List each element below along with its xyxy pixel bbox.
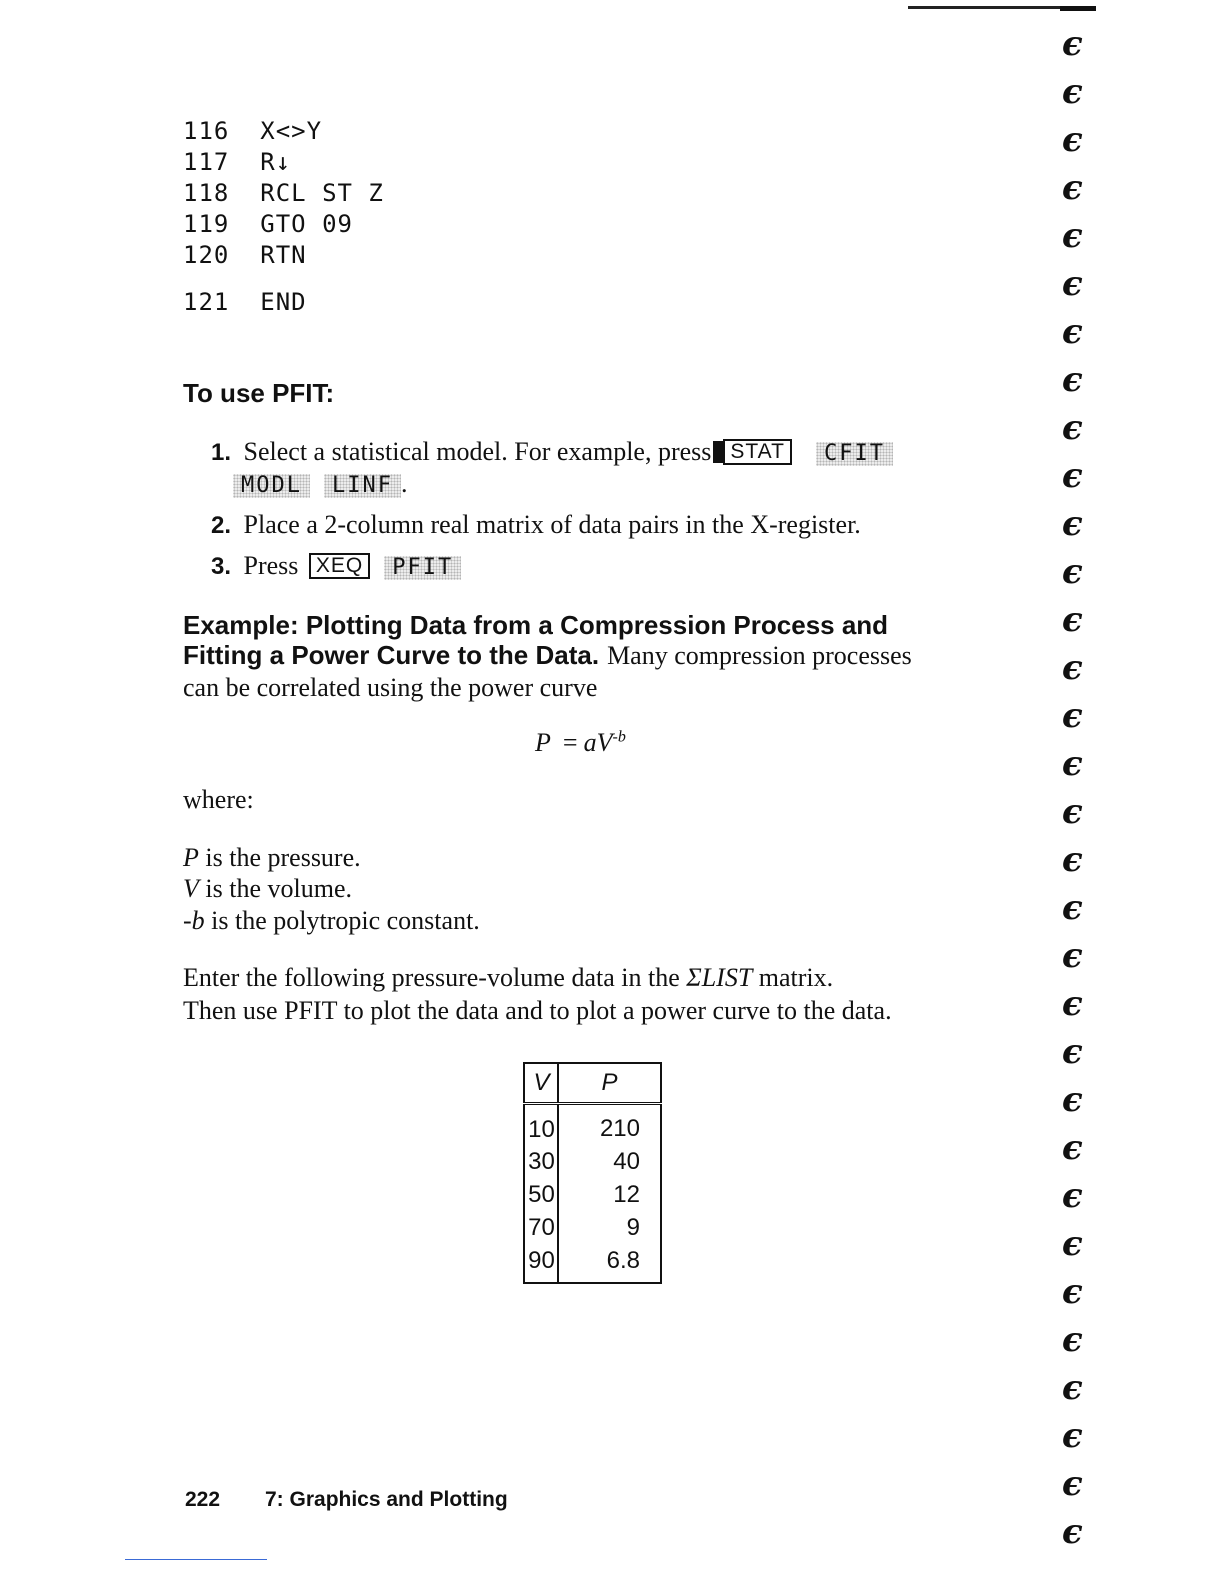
shift-key-icon [713, 441, 723, 463]
definition-text: is the pressure. [205, 843, 361, 872]
binding-mark-icon: є [1062, 552, 1083, 592]
cell-p: 40 [613, 1148, 640, 1175]
binding-mark-icon: є [1062, 1176, 1083, 1216]
binding-mark-icon: є [1062, 72, 1083, 112]
binding-mark-icon: є [1062, 1032, 1083, 1072]
binding-mark-icon: є [1062, 216, 1083, 256]
binding-mark-icon: є [1062, 1320, 1083, 1360]
step-3 [211, 550, 461, 582]
binding-mark-icon: є [1062, 408, 1083, 448]
step-1 [211, 436, 971, 468]
program-line: 120 RTN [183, 241, 307, 269]
example-title-line-2 [183, 640, 912, 671]
definition-volume [183, 873, 352, 904]
eq-exponent: -b [612, 728, 626, 746]
instruction-text: matrix. [758, 963, 834, 992]
sigma-list-symbol: ΣLIST [686, 963, 753, 992]
eq-lhs: P [535, 728, 551, 757]
top-rule-thick [1060, 6, 1096, 11]
usage-heading: To use PFIT: [183, 378, 335, 408]
table-row [524, 1211, 661, 1244]
binding-mark-icon: є [1062, 936, 1083, 976]
program-line: 119 GTO 09 [183, 210, 353, 238]
binding-mark-icon: є [1062, 792, 1083, 832]
binding-mark-icon: є [1062, 1224, 1083, 1264]
binding-mark-icon: є [1062, 984, 1083, 1024]
definition-symbol: V [183, 874, 199, 903]
table-header-row [524, 1063, 661, 1104]
eq-rhs: aV [583, 728, 613, 757]
step-2 [211, 509, 861, 541]
program-line: 118 RCL ST Z [183, 179, 384, 207]
cell-v: 90 [524, 1244, 558, 1283]
binding-mark-icon: є [1062, 1128, 1083, 1168]
step-text: Place a 2-column real matrix of data pairs in the X-register. [243, 510, 861, 539]
instruction-line-2: Then use PFIT to plot the data and to plot a power curve to the data. [183, 996, 892, 1025]
program-line: 117 R↓ [183, 148, 292, 176]
cfit-menu-key: CFIT [816, 442, 893, 466]
page-number: 222 [185, 1488, 221, 1511]
definition-symbol: -b [183, 906, 205, 935]
modl-menu-key: MODL [233, 474, 310, 498]
header-v: V [524, 1063, 558, 1104]
cell-v: 50 [524, 1178, 558, 1211]
xeq-key: XEQ [309, 553, 370, 579]
binding-mark-icon: є [1062, 360, 1083, 400]
header-p: P [558, 1063, 661, 1104]
binding-mark-icon: є [1062, 1080, 1083, 1120]
period: . [400, 469, 408, 498]
step-text: Press [243, 551, 299, 580]
binding-mark-icon: є [1062, 696, 1083, 736]
binding-mark-icon: є [1062, 1272, 1083, 1312]
cell-p: 9 [626, 1214, 640, 1241]
definition-constant [183, 905, 480, 936]
step-number: 3. [211, 553, 232, 580]
instruction-text: Enter the following pressure-volume data in the [183, 963, 680, 992]
definition-text: is the polytropic constant. [211, 906, 480, 935]
table-row [524, 1145, 661, 1178]
stat-key: STAT [723, 439, 792, 465]
program-line: 121 END [183, 288, 307, 316]
binding-mark-icon: є [1062, 744, 1083, 784]
table-row [524, 1244, 661, 1283]
cell-p: 6.8 [606, 1247, 640, 1274]
example-title-line-1: Example: Plotting Data from a Compression Process and [183, 610, 889, 640]
binding-mark-icon: є [1062, 504, 1083, 544]
linf-menu-key: LINF [324, 474, 401, 498]
chapter-title: 7: Graphics and Plotting [265, 1488, 508, 1511]
step-text: Select a statistical model. For example, press [243, 437, 712, 466]
binding-mark-icon: є [1062, 168, 1083, 208]
cell-p: 210 [599, 1115, 640, 1142]
where-label: where: [183, 785, 254, 814]
program-line: 116 X<>Y [183, 117, 323, 145]
definition-text: is the volume. [205, 874, 352, 903]
cell-v: 30 [524, 1145, 558, 1178]
spiral-binding-marks [1062, 20, 1102, 1556]
table-row [524, 1178, 661, 1211]
binding-mark-icon: є [1062, 840, 1083, 880]
example-intro: Many compression processes [607, 641, 912, 670]
definition-symbol: P [183, 843, 199, 872]
binding-mark-icon: є [1062, 456, 1083, 496]
binding-mark-icon: є [1062, 888, 1083, 928]
power-curve-equation [535, 728, 626, 758]
cell-v: 10 [524, 1104, 558, 1146]
example-title: Fitting a Power Curve to the Data. [183, 640, 600, 670]
step-1-continued [233, 468, 407, 499]
bottom-rule [125, 1559, 267, 1560]
binding-mark-icon: є [1062, 600, 1083, 640]
definition-pressure [183, 842, 361, 873]
example-intro-line-2: can be correlated using the power curve [183, 673, 598, 702]
binding-mark-icon: є [1062, 24, 1083, 64]
step-number: 2. [211, 512, 232, 539]
binding-mark-icon: є [1062, 1512, 1083, 1552]
binding-mark-icon: є [1062, 120, 1083, 160]
binding-mark-icon: є [1062, 1368, 1083, 1408]
instruction-line-1 [183, 962, 833, 993]
cell-p: 12 [613, 1181, 640, 1208]
pressure-volume-table [523, 1062, 662, 1284]
binding-mark-icon: є [1062, 648, 1083, 688]
eq-sign: = [562, 728, 578, 757]
binding-mark-icon: є [1062, 1416, 1083, 1456]
pfit-menu-key: PFIT [384, 556, 461, 580]
binding-mark-icon: є [1062, 312, 1083, 352]
cell-v: 70 [524, 1211, 558, 1244]
step-number: 1. [211, 439, 232, 466]
binding-mark-icon: є [1062, 1464, 1083, 1504]
table-row [524, 1104, 661, 1146]
binding-mark-icon: є [1062, 264, 1083, 304]
